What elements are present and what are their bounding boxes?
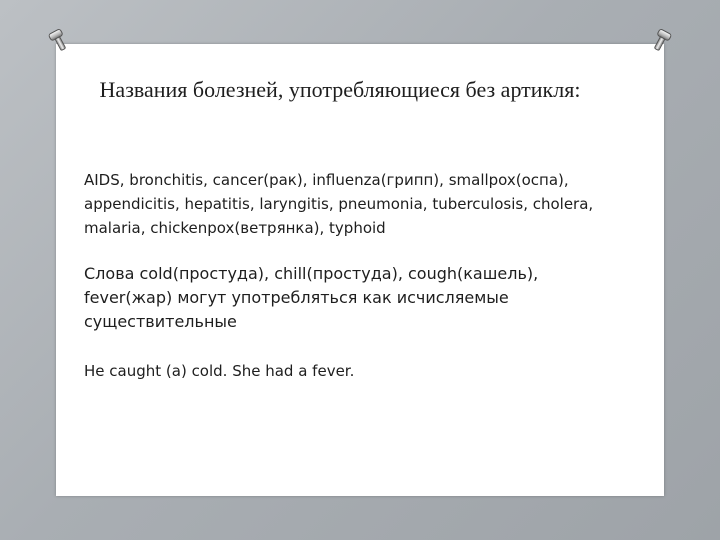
diseases-list-paragraph: AIDS, bronchitis, cancer(рак), influenza(грипп), smallpox(оспа), appendicitis, hepatitis, laryngitis, pneumonia, tuberculosis, cholera, malaria, chickenpox(ветрянка), typhoid [84, 171, 594, 237]
countable-words-paragraph: Слова cold(простуда), chill(простуда), cough(кашель), fever(жар) могут употребляться как исчисляемые существительные [84, 264, 539, 331]
example-sentence: He caught (a) cold. She had a fever. [84, 362, 355, 380]
slide-title: Названия болезней, употребляющиеся без артикля: [99, 77, 581, 102]
